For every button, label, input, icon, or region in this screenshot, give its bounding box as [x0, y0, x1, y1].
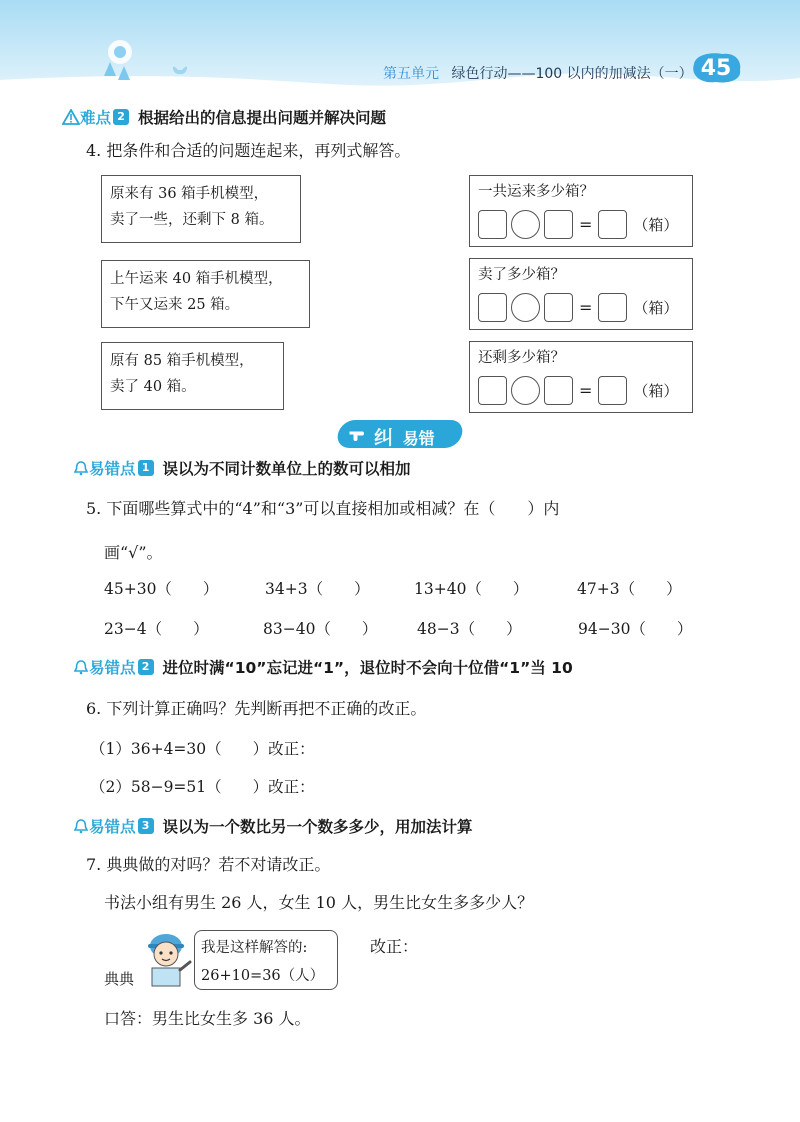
- question-2-text: 卖了多少箱？: [478, 267, 565, 283]
- condition-2-line-2: 下午又运来 25 箱。: [110, 297, 240, 313]
- answer-blank[interactable]: [544, 376, 573, 405]
- q6-item-1[interactable]: （1）36+4=30（ ）改正：: [90, 740, 315, 758]
- bell-icon: [73, 460, 89, 476]
- bell-icon: [73, 659, 89, 675]
- question-box-1: [469, 175, 693, 247]
- unit-title-text: 绿色行动——100 以内的加减法（一）: [451, 66, 693, 82]
- condition-box-1: [101, 175, 301, 243]
- answer-blank[interactable]: [478, 293, 507, 322]
- difficulty-heading: [62, 106, 386, 128]
- q7-prompt: 7. 典典做的对吗？若不对请改正。: [86, 855, 331, 874]
- q6-item-2[interactable]: （2）58−9=51（ ）改正：: [90, 778, 315, 796]
- banner-text: 易错: [402, 429, 435, 448]
- bell-icon: [73, 818, 89, 834]
- unit-label: （箱）: [633, 382, 679, 400]
- question-3-text: 还剩多少箱？: [478, 350, 565, 366]
- expression[interactable]: 48−3（ ）: [417, 620, 522, 638]
- expression[interactable]: 94−30（ ）: [578, 620, 693, 638]
- expression[interactable]: 83−40（ ）: [263, 620, 378, 638]
- question-box-3: [469, 341, 693, 413]
- q5-line-1: 5. 下面哪些算式中的“4”和“3”可以直接相加或相减？在（ ）内: [86, 499, 560, 518]
- boy-character-icon: [138, 926, 194, 988]
- unit-title: [383, 63, 693, 83]
- correction-label: 改正：: [370, 937, 419, 956]
- operator-circle[interactable]: [511, 293, 540, 322]
- bubble-line-1: 我是这样解答的:: [201, 940, 308, 956]
- answer-row-2: [478, 293, 678, 322]
- error-tag: 易错点: [89, 659, 136, 677]
- operator-circle[interactable]: [511, 376, 540, 405]
- condition-1-line-1: 原来有 36 箱手机模型，: [110, 186, 269, 202]
- condition-1-line-2: 卖了一些，还剩下 8 箱。: [110, 212, 274, 228]
- result-blank[interactable]: [598, 293, 627, 322]
- error-text: 误以为不同计数单位上的数可以相加: [162, 460, 411, 478]
- error-text: 误以为一个数比另一个数多多少，用加法计算: [162, 818, 473, 836]
- question-box-2: [469, 258, 693, 330]
- error-banner-label: [374, 423, 435, 450]
- error-point-3-heading: [73, 815, 473, 837]
- unit-label: （箱）: [633, 216, 679, 234]
- page-number: 45: [700, 56, 732, 81]
- answer-row-1: [478, 210, 678, 239]
- answer-row-3: [478, 376, 678, 405]
- q7-answer: 口答：男生比女生多 36 人。: [104, 1009, 311, 1028]
- expression[interactable]: 13+40（ ）: [414, 580, 529, 598]
- answer-blank[interactable]: [544, 293, 573, 322]
- equals-sign: =: [579, 298, 593, 317]
- speech-bubble: [194, 930, 338, 990]
- difficulty-tag: 难点: [80, 109, 112, 127]
- error-text: 进位时满“10”忘记进“1”，退位时不会向十位借“1”当 10: [162, 659, 573, 677]
- error-tag: 易错点: [89, 460, 136, 478]
- result-blank[interactable]: [598, 376, 627, 405]
- result-blank[interactable]: [598, 210, 627, 239]
- condition-3-line-2: 卖了 40 箱。: [110, 379, 196, 395]
- answer-blank[interactable]: [478, 210, 507, 239]
- condition-2-line-1: 上午运来 40 箱手机模型，: [110, 271, 283, 287]
- expression[interactable]: 34+3（ ）: [265, 580, 370, 598]
- condition-box-3: [101, 342, 284, 410]
- expression[interactable]: 47+3（ ）: [577, 580, 682, 598]
- q7-problem: 书法小组有男生 26 人，女生 10 人，男生比女生多多少人？: [104, 893, 534, 912]
- q6-prompt: 6. 下列计算正确吗？先判断再把不正确的改正。: [86, 699, 427, 718]
- q4-prompt: 4. 把条件和合适的问题连起来，再列式解答。: [86, 141, 411, 160]
- q5-line-2: 画“√”。: [104, 543, 163, 562]
- error-tag: 易错点: [89, 818, 136, 836]
- character-name: 典典: [104, 970, 135, 988]
- expression[interactable]: 23−4（ ）: [104, 620, 209, 638]
- error-number: 3: [138, 818, 154, 834]
- error-number: 2: [138, 659, 154, 675]
- expression[interactable]: 45+30（ ）: [104, 580, 219, 598]
- error-number: 1: [138, 460, 154, 476]
- error-point-1-heading: [73, 457, 411, 479]
- difficulty-number: 2: [113, 109, 129, 125]
- condition-3-line-1: 原有 85 箱手机模型，: [110, 353, 254, 369]
- error-point-2-heading: [73, 656, 573, 678]
- answer-blank[interactable]: [478, 376, 507, 405]
- condition-box-2: [101, 260, 310, 328]
- bubble-line-2: 26+10=36（人）: [201, 968, 325, 984]
- equals-sign: =: [579, 215, 593, 234]
- unit-label: （箱）: [633, 299, 679, 317]
- warning-triangle-icon: [62, 109, 80, 125]
- answer-blank[interactable]: [544, 210, 573, 239]
- banner-big-char: 纠: [374, 427, 394, 449]
- difficulty-text: 根据给出的信息提出问题并解决问题: [138, 109, 387, 127]
- equals-sign: =: [579, 381, 593, 400]
- operator-circle[interactable]: [511, 210, 540, 239]
- question-1-text: 一共运来多少箱？: [478, 184, 594, 200]
- unit-label: 第五单元: [383, 66, 439, 82]
- pointing-hand-icon: [348, 424, 370, 444]
